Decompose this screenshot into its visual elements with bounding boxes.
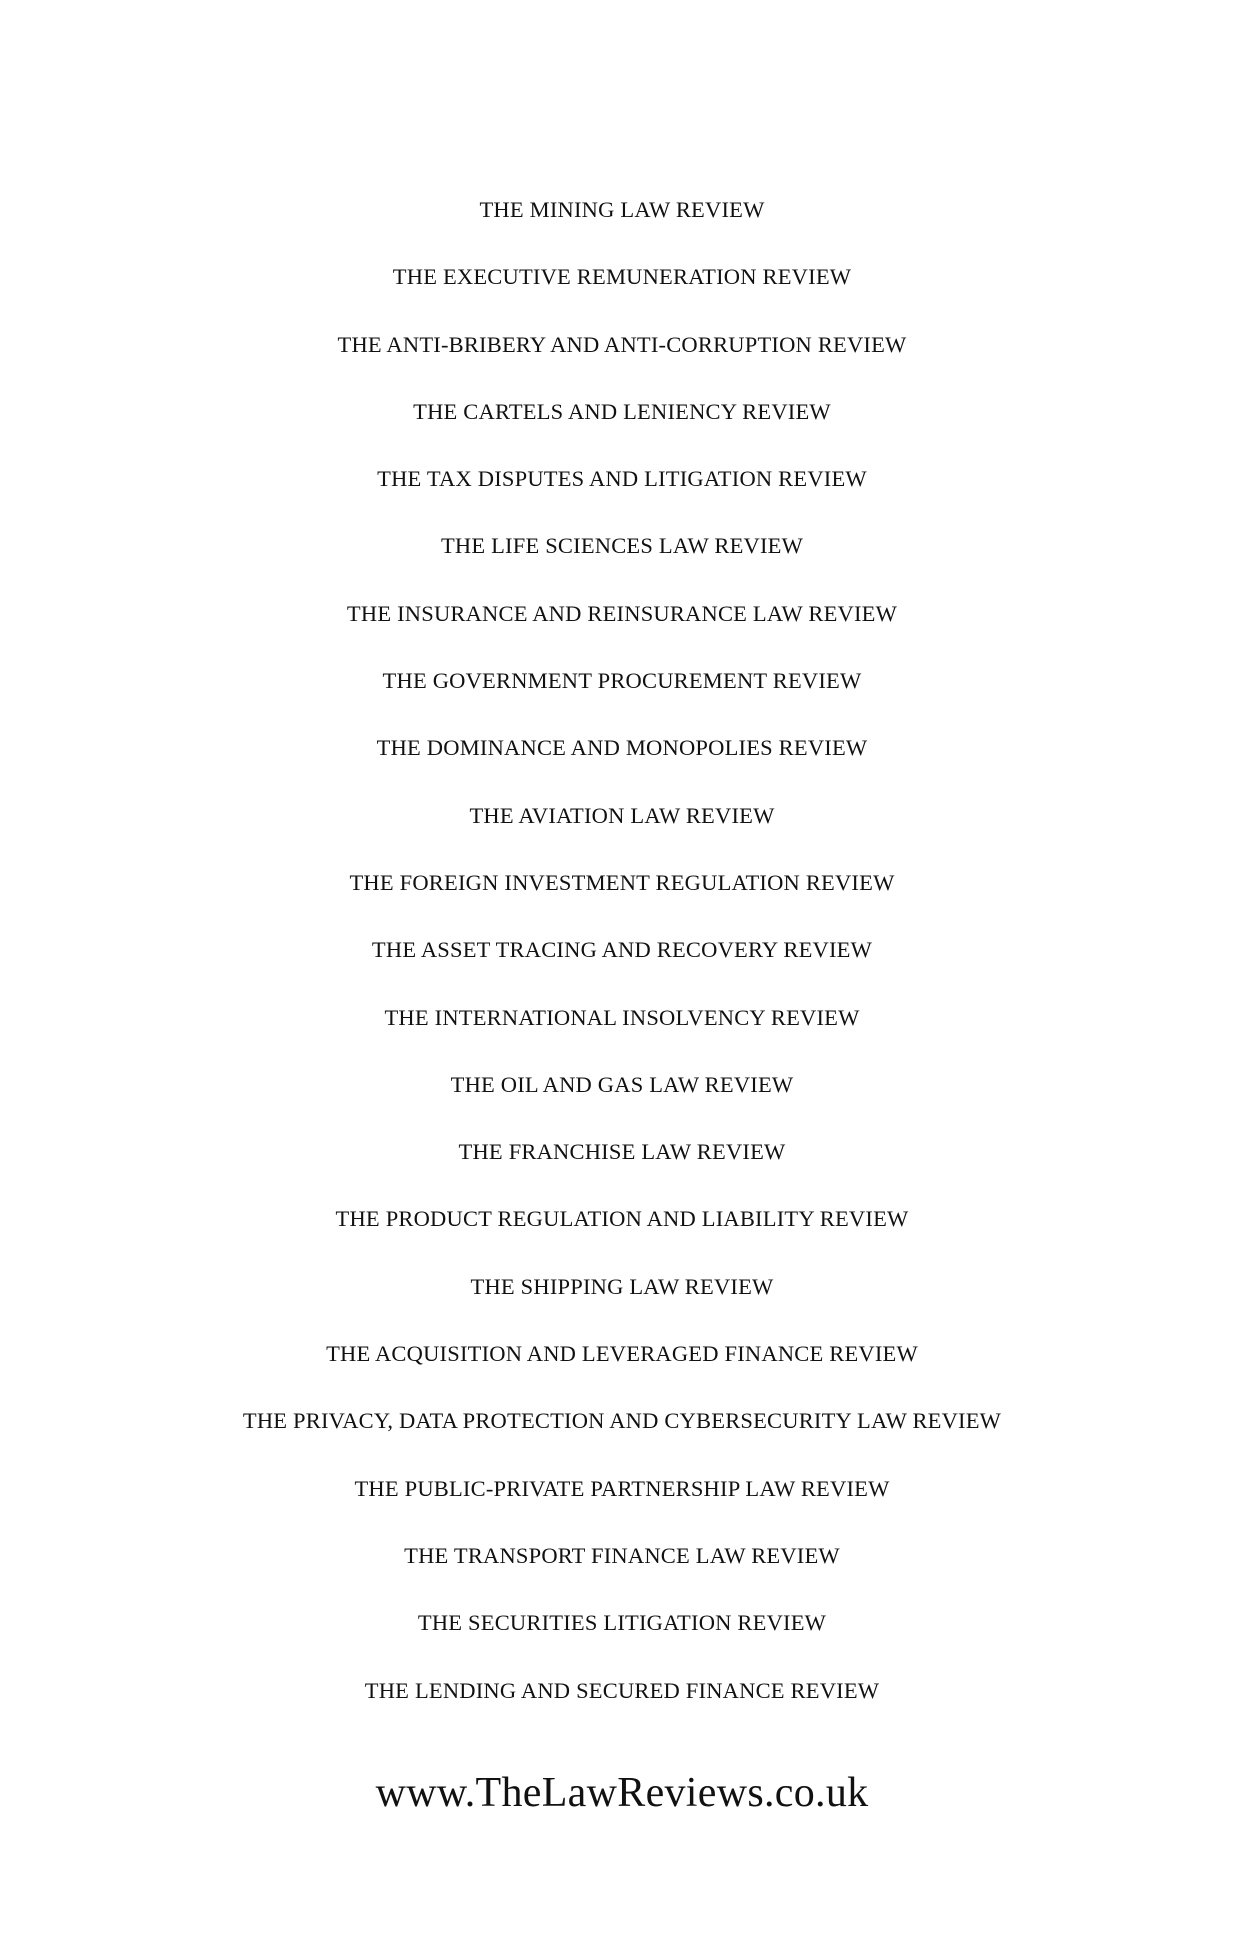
review-title: THE ASSET TRACING AND RECOVERY REVIEW	[371, 937, 873, 963]
review-title: THE TRANSPORT FINANCE LAW REVIEW	[404, 1542, 840, 1568]
review-title: THE PRIVACY, DATA PROTECTION AND CYBERSECURITY LAW REVIEW	[242, 1408, 1002, 1434]
review-title: THE EXECUTIVE REMUNERATION REVIEW	[392, 264, 852, 290]
review-title: THE FOREIGN INVESTMENT REGULATION REVIEW	[349, 869, 895, 895]
review-title: THE ACQUISITION AND LEVERAGED FINANCE REVIEW	[326, 1341, 918, 1367]
review-title: THE MINING LAW REVIEW	[479, 197, 765, 222]
website-url: www.TheLawReviews.co.uk	[375, 1770, 869, 1816]
review-title: THE OIL AND GAS LAW REVIEW	[450, 1071, 794, 1097]
review-title: THE INSURANCE AND REINSURANCE LAW REVIEW	[346, 600, 898, 626]
review-title: THE CARTELS AND LENIENCY REVIEW	[413, 398, 831, 424]
review-title: THE AVIATION LAW REVIEW	[469, 802, 775, 828]
review-title: THE FRANCHISE LAW REVIEW	[458, 1139, 786, 1165]
review-title: THE SECURITIES LITIGATION REVIEW	[417, 1610, 827, 1636]
review-title: THE INTERNATIONAL INSOLVENCY REVIEW	[384, 1004, 860, 1030]
review-title: THE DOMINANCE AND MONOPOLIES REVIEW	[376, 735, 868, 761]
review-title: THE ANTI-BRIBERY AND ANTI-CORRUPTION REVIEW	[337, 331, 907, 357]
review-title: THE LIFE SCIENCES LAW REVIEW	[440, 533, 804, 559]
review-title: THE LENDING AND SECURED FINANCE REVIEW	[364, 1677, 880, 1703]
review-title-list	[0, 196, 1244, 1744]
review-title: THE PRODUCT REGULATION AND LIABILITY REVIEW	[335, 1206, 909, 1232]
review-title: THE PUBLIC-PRIVATE PARTNERSHIP LAW REVIEW	[354, 1475, 890, 1501]
review-title: THE GOVERNMENT PROCUREMENT REVIEW	[382, 668, 862, 694]
review-title: THE TAX DISPUTES AND LITIGATION REVIEW	[377, 466, 867, 492]
review-title: THE SHIPPING LAW REVIEW	[470, 1273, 774, 1299]
